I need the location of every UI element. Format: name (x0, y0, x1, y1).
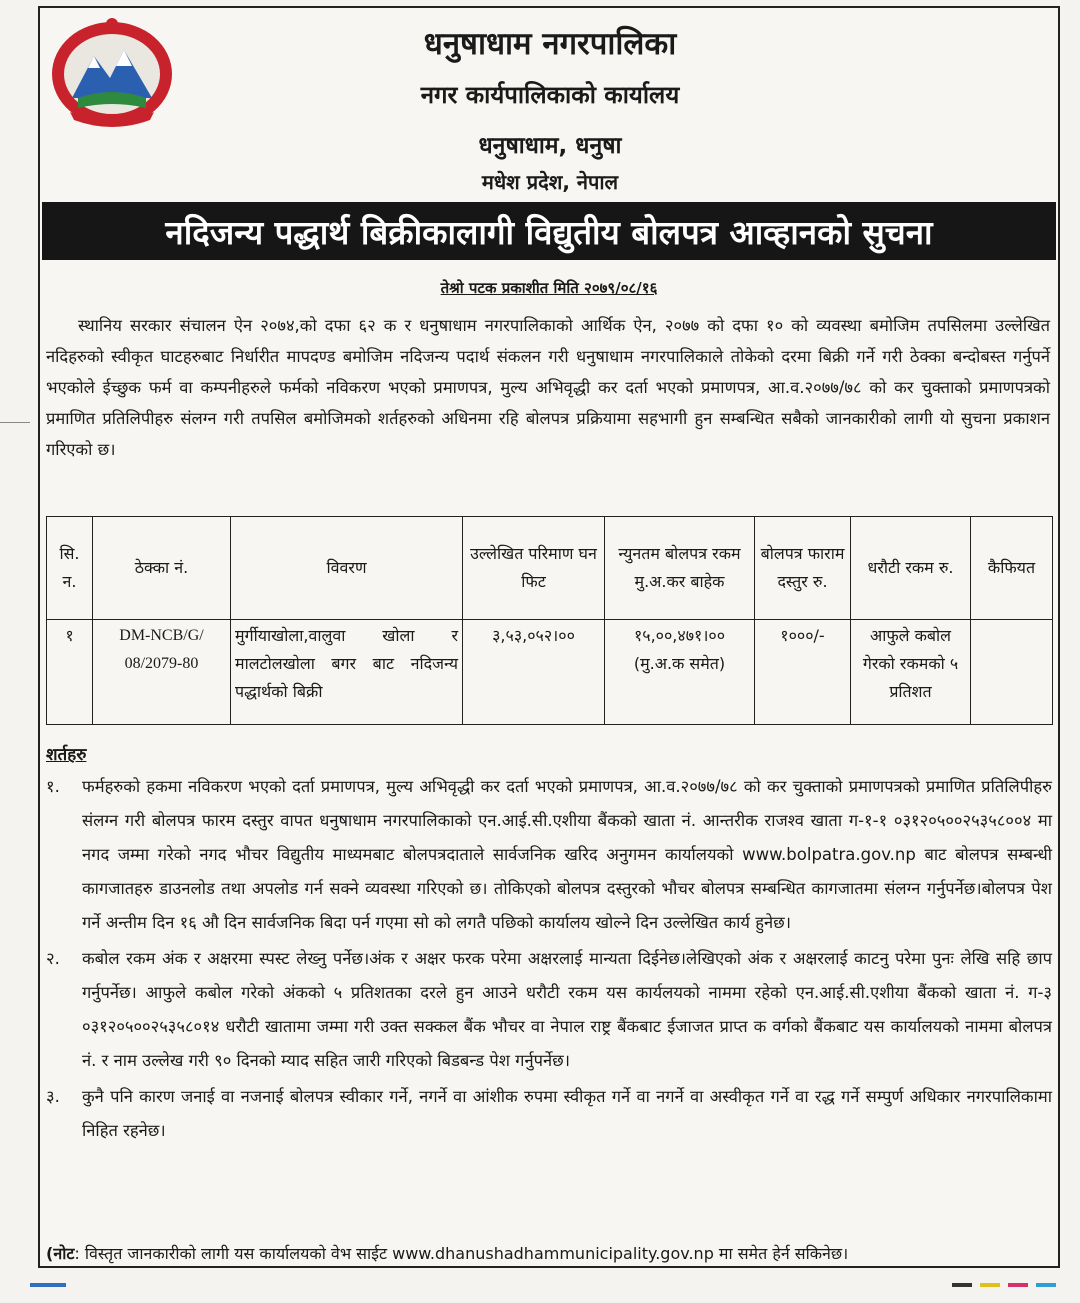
intro-paragraph: स्थानिय सरकार संचालन ऐन २०७४,को दफा ६२ क र धनुषाधाम नगरपालिकाको आर्थिक ऐन, २०७७ को दफा १० को व्यवस्था बमोजिम तपसिलमा उल्लेखित नदिहरुको स्वीकृत घाटहरुबाट निर्धारीत मापदण्ड बमोजिम नदिजन्य पदार्थ संकलन गरी धनुषाधाम नगरपालिकाले तोकेको दरमा बिक्री गर्ने गरी ठेक्का बन्दोबस्त गर्नुपर्ने भएकोले ईच्छुक फर्म वा कम्पनीहरुले फर्मको नविकरण भएको प्रमाणपत्र, मुल्य अभिवृद्धी कर दर्ता भएको प्रमाणपत्र, आ.व.२०७७/७८ को कर चुक्ताको प्रमाणपत्रको प्रमाणित प्रतिलिपीहरु संलग्न गरी तपसिल बमोजिमको शर्तहरुको अधिनमा रहि बोलपत्र प्रक्रियामा सहभागी हुन सम्बन्धित सबैको जानकारीको लागी यो सुचना प्रकाशन गरिएको छ। (46, 316, 1050, 459)
table-header: उल्लेखित परिमाण घन फिट (463, 517, 605, 620)
municipality-name: धनुषाधाम नगरपालिका (423, 26, 677, 62)
table-header: ठेक्का नं. (93, 517, 231, 620)
print-registration-mark (30, 1283, 66, 1287)
nepal-emblem-icon (48, 12, 178, 130)
term-text: कबोल रकम अंक र अक्षरमा स्पस्ट लेख्नु पर्नेछ।अंक र अक्षर फरक परेमा अक्षरलाई मान्यता दिईनेछ।लेखिएको अंक र अक्षरलाई काटनु परेमा पुनः लेखि सहि छाप गर्नुपर्नेछ। आफुले कबोल गरेको अंकको ५ प्रतिशतका दरले हुन आउने धरौटी रकम यस कार्यलयको नाममा रहेको एन.आई.सी.एशीया बैंकको खाता नं. ग-३ ०३१२०५००२५३५८०१४ धरौटी खातामा जम्मा गरी उक्त सक्कल बैंक भौचर वा नेपाल राष्ट्र बैंकबाट ईजाजत प्राप्त क वर्गको बैंकबाट यस कार्यालयको नाममा बोलपत्र नं. र नाम उल्लेख गरी ९० दिनको म्याद सहित जारी गरिएको बिडबन्ड पेश गर्नुपर्नेछ। (82, 949, 1052, 1070)
list-item (46, 942, 1052, 1078)
print-registration-mark (980, 1283, 1000, 1287)
list-item (46, 770, 1052, 940)
table-row (47, 620, 1053, 725)
cell-quantity: ३,५३,०५२।०० (463, 620, 605, 725)
print-registration-mark (1008, 1283, 1028, 1287)
office-location: धनुषाधाम, धनुषा (478, 133, 622, 159)
office-province: मधेश प्रदेश, नेपाल (481, 170, 619, 194)
table-header: न्युनतम बोलपत्र रकम मु.अ.कर बाहेक (605, 517, 755, 620)
cell-min-amount: १५,००,४७१।०० (मु.अ.क समेत) (605, 620, 755, 725)
publication-date: तेश्रो पटक प्रकाशीत मिति २०७९/०८/१६ (440, 279, 658, 297)
table-header: धरौटी रकम रु. (851, 517, 971, 620)
table-header-row (47, 517, 1053, 620)
cell-remarks (971, 620, 1053, 725)
print-registration-mark (952, 1283, 972, 1287)
table-header: विवरण (231, 517, 463, 620)
cell-deposit: आफुले कबोल गेरको रकमको ५ प्रतिशत (851, 620, 971, 725)
term-number: २. (46, 949, 60, 968)
term-text: फर्महरुको हकमा नविकरण भएको दर्ता प्रमाणपत्र, मुल्य अभिवृद्धी कर दर्ता भएको प्रमाणपत्र, आ.व.२०७७/७८ को कर चुक्ताको प्रमाणपत्रको प्रमाणित प्रतिलिपीहरु संलग्न गरी बोलपत्र फारम दस्तुर वापत धनुषाधाम नगरपालिकाको एन.आई.सी.एशीया बैंकको खाता नं. आन्तरीक राजश्व खाता ग-१-१ ०३१२०५००२५३५८००४ मा नगद जम्मा गरेको नगद भौचर विद्युतीय माध्यमबाट बोलपत्रदाताले सार्वजनिक खरिद अनुगमन कार्यालयको www.bolpatra.gov.np बाट बोलपत्र सम्बन्धी कागजातहरु डाउनलोड तथा अपलोड गर्न सक्ने व्यवस्था गरिएको छ। तोकिएको बोलपत्र दस्तुरको भौचर बोलपत्र सम्बन्धित कागजातमा संलग्न गर्नुपर्नेछ।बोलपत्र पेश गर्ने अन्तीम दिन १६ औ दिन सार्वजनिक बिदा पर्न गएमा सो को लगतै पछिको कार्यालय खोल्ने दिन उल्लेखित कार्य हुनेछ। (82, 777, 1052, 932)
office-name: नगर कार्यपालिकाको कार्यालय (420, 81, 680, 109)
cell-form-fee: १०००/- (755, 620, 851, 725)
table-header: बोलपत्र फाराम दस्तुर रु. (755, 517, 851, 620)
notice-frame (38, 6, 1060, 1268)
term-number: १. (46, 777, 60, 796)
terms-heading: शर्तहरु (46, 745, 87, 765)
cell-description: मुर्गीयाखोला,वालुवा खोला र मालटोलखोला बगर बाट नदिजन्य पद्धार्थको बिक्री (231, 620, 463, 725)
notice-title-banner: नदिजन्य पद्धार्थ बिक्रीकालागी विद्युतीय बोलपत्र आव्हानको सुचना (42, 202, 1056, 260)
term-number: ३. (46, 1087, 60, 1106)
margin-line (0, 422, 30, 423)
cell-contract-no: DM-NCB/G/ 08/2079-80 (93, 620, 231, 725)
cell-sn: १ (47, 620, 93, 725)
print-registration-mark (1036, 1283, 1056, 1287)
website-note (46, 1242, 1052, 1264)
term-text: कुनै पनि कारण जनाई वा नजनाई बोलपत्र स्वीकार गर्ने, नगर्ने वा आंशीक रुपमा स्वीकृत गर्ने वा नगर्ने वा अस्वीकृत गर्ने वा रद्ध गर्ने सम्पुर्ण अधिकार नगरपालिकामा निहित रहनेछ। (82, 1087, 1052, 1140)
note-text: : विस्तृत जानकारीको लागी यस कार्यालयको वेभ साईट www.dhanushadhammunicipality.gov.np मा समेत हेर्न सकिनेछ। (74, 1244, 849, 1263)
terms-list (46, 770, 1052, 1150)
table-header: सि. न. (47, 517, 93, 620)
bid-table (46, 516, 1053, 725)
table-header: कैफियत (971, 517, 1053, 620)
note-label: (नोट (46, 1244, 75, 1263)
list-item (46, 1080, 1052, 1148)
